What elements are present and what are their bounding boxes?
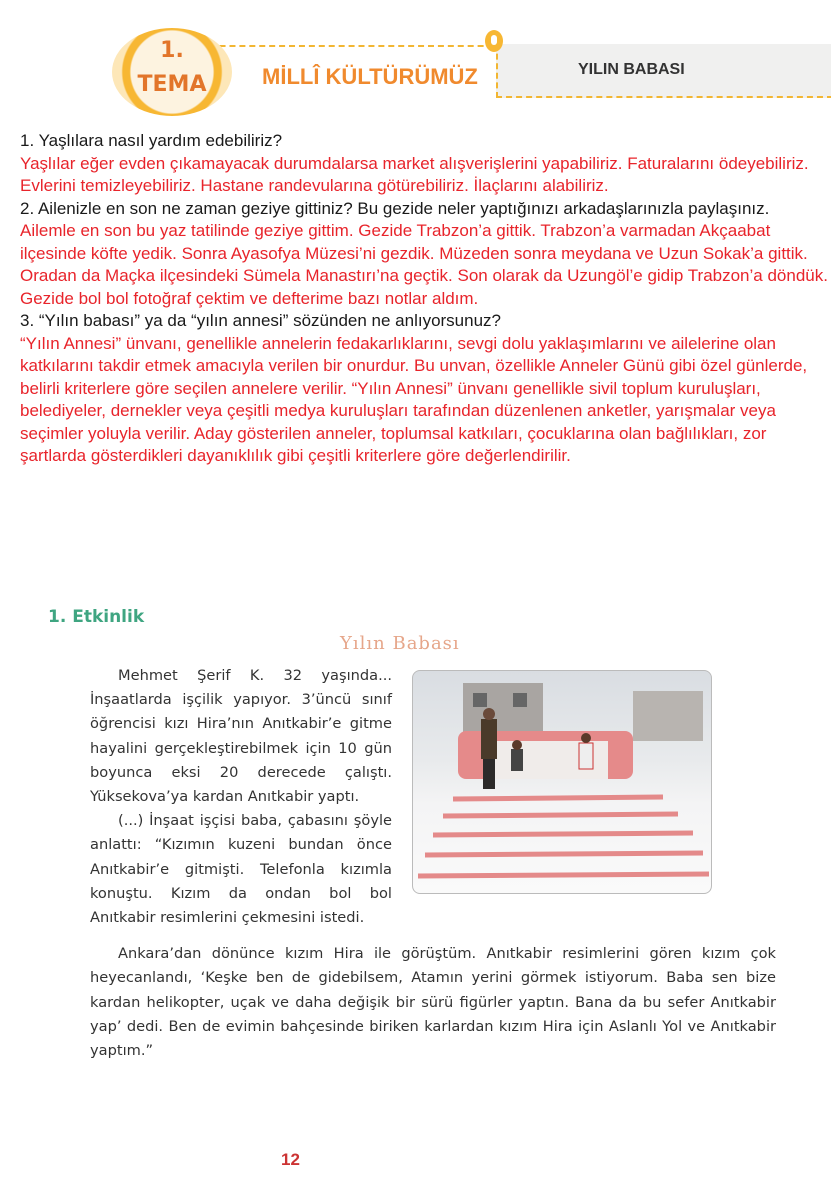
- question-1: 1. Yaşlılara nasıl yardım edebiliriz?: [20, 131, 283, 150]
- answer-1: Yaşlılar eğer evden çıkamayacak durumdalarsa market alışverişlerini yapabiliriz. Faturalarını ödeyebiliriz. Evlerini temizleyebiliriz. Hastane randevularına götürebiliriz. İlaçlarını alabiliriz.: [20, 153, 809, 195]
- activity-label: 1. Etkinlik: [48, 607, 145, 627]
- badge-label: TEMA: [137, 72, 207, 97]
- theme-title: MİLLÎ KÜLTÜRÜMÜZ: [262, 64, 478, 89]
- topic-title: YILIN BABASI: [578, 61, 685, 78]
- story-title: Yılın Babası: [340, 633, 460, 654]
- theme-badge: [112, 28, 232, 116]
- qa-section: [20, 130, 830, 468]
- story-paragraph-1: Mehmet Şerif K. 32 yaşında... İnşaatlarda işçilik yapıyor. 3’üncü sınıf öğrencisi kızı Hira’nın Anıtkabir’e gitme hayalini gerçekleştirebilmek için 10 gün boyunca eksi 20 derecede çalıştı. Yüksekova’ya kardan Anıtkabir yaptı.: [90, 667, 392, 806]
- question-3: 3. “Yılın babası” ya da “yılın annesi” sözünden ne anlıyorsunuz?: [20, 311, 502, 330]
- page-number: 12: [281, 1150, 300, 1169]
- pin-icon: [485, 30, 503, 52]
- badge-number: 1.: [160, 38, 184, 63]
- question-2: 2. Ailenizle en son ne zaman geziye gittiniz? Bu gezide neler yaptığınızı arkadaşlarınızla paylaşınız.: [20, 198, 770, 218]
- answer-3: “Yılın Annesi” ünvanı, genellikle annelerin fedakarlıklarını, sevgi dolu yaklaşımlarını ve ailelerine olan katkılarını takdir etmek amacıyla verilen bir onurdur. Bu unvan, özellikle Anneler Günü gibi özel günlerde, belirli kriterlere göre seçilen annelere verilir. “Yılın Annesi” ünvanı genellikle sivil toplum kuruluşları, belediyeler, dernekler veya çeşitli medya kuruluşları tarafından düzenlenen anketler, yarışmalar veya seçimler yoluyla verilir. Aday gösterilen anneler, toplumsal katkıları, çocuklarına olan bağlılıkları, zor şartlarda gösterdikleri dayanıklılık gibi çeşitli kriterlere göre değerlendirilir.: [20, 333, 808, 465]
- topic-box: [496, 44, 831, 98]
- answer-2: Ailemle en son bu yaz tatilinde geziye gittim. Gezide Trabzon’a gittik. Trabzon’a varmadan Akçaabat ilçesinde köfte yedik. Sonra Ayasofya Müzesi’ni gezdik. Müzeden sonra meydana ve Uzun Sokak’a gittik. Oradan da Maçka ilçesindeki Sümela Manastırı’na geçtik. Son olarak da Uzungöl’e gidip Trabzon’a döndük. Gezide bol bol fotoğraf çektim ve defterime bazı notlar aldım.: [20, 221, 828, 308]
- story-text: [90, 664, 776, 1063]
- story-paragraph-2: (...) İnşaat işçisi baba, çabasını şöyle anlattı: “Kızımın kuzeni bundan önce Anıtkabir’e gitmişti. Telefonla kızımla konuştu. Kızım da ondan bol bol Anıtkabir resimlerini çekmesini istedi.: [90, 812, 392, 927]
- story-paragraph-3: Ankara’dan dönünce kızım Hira ile görüştüm. Anıtkabir resimlerini gören kızım çok heyecanlandı, ‘Keşke ben de gidebilsem, Atamın yerini görmek istiyorum. Baba sen bize kardan helikopter, uçak ve daha değişik bir sürü figürler yaptın. Bana da bu sefer Anıtkabir yap’ dedi. Ben de evimin bahçesinde biriken karlardan kızım Hira için Aslanlı Yol ve Anıtkabir yaptım.”: [90, 945, 776, 1060]
